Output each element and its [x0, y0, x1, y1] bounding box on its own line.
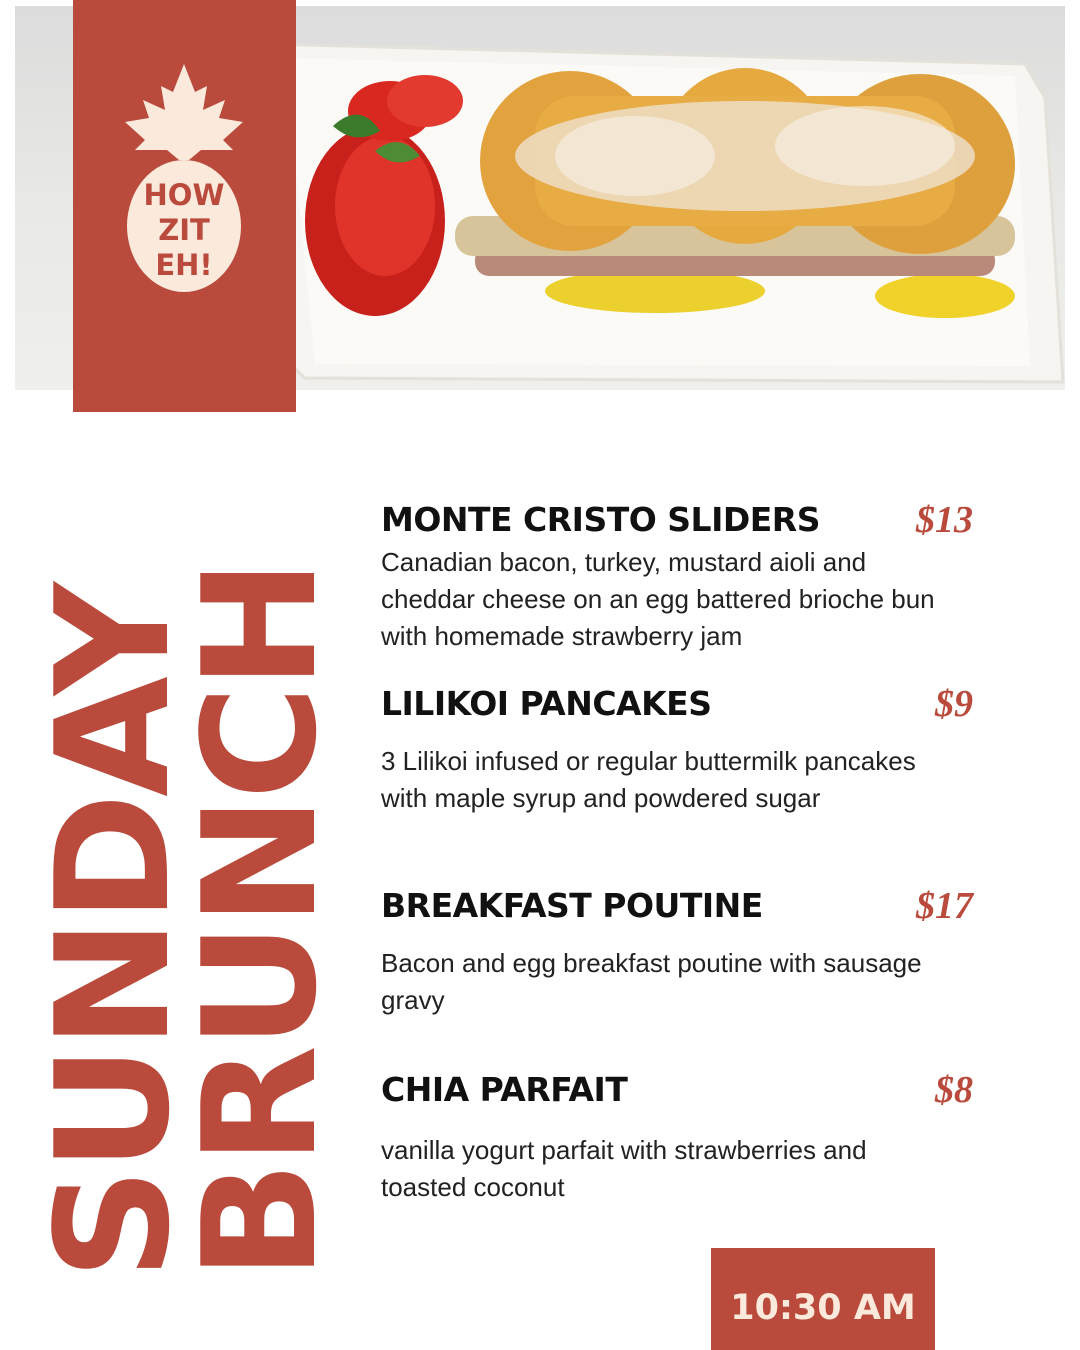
item-description: Canadian bacon, turkey, mustard aioli and cheddar cheese on an egg battered brioche bun with homemade strawberry jam: [381, 547, 935, 651]
item-price: $13: [916, 499, 973, 541]
logo-word-eh: EH!: [155, 248, 213, 282]
pineapple-logo-icon: [73, 0, 296, 412]
brand-logo-panel: [73, 0, 296, 412]
item-description: Bacon and egg breakfast poutine with sausage gravy: [381, 948, 922, 1015]
logo-word-how: HOW: [143, 178, 225, 212]
time-badge: [711, 1248, 935, 1350]
item-price: $9: [935, 683, 973, 725]
item-price: $17: [916, 885, 973, 927]
item-name: CHIA PARFAIT: [381, 1070, 628, 1109]
item-description: 3 Lilikoi infused or regular buttermilk pancakes with maple syrup and powdered sugar: [381, 746, 916, 813]
item-name: MONTE CRISTO SLIDERS: [381, 500, 820, 539]
title-sunday: SUNDAY: [22, 586, 204, 1280]
item-description: vanilla yogurt parfait with strawberries and toasted coconut: [381, 1135, 867, 1202]
item-price: $8: [935, 1069, 973, 1111]
item-name: LILIKOI PANCAKES: [381, 684, 712, 723]
logo-word-zit: ZIT: [158, 213, 210, 247]
brunch-time: 10:30 AM: [730, 1288, 916, 1328]
item-name: BREAKFAST POUTINE: [381, 886, 763, 925]
title-brunch: BRUNCH: [169, 562, 351, 1280]
